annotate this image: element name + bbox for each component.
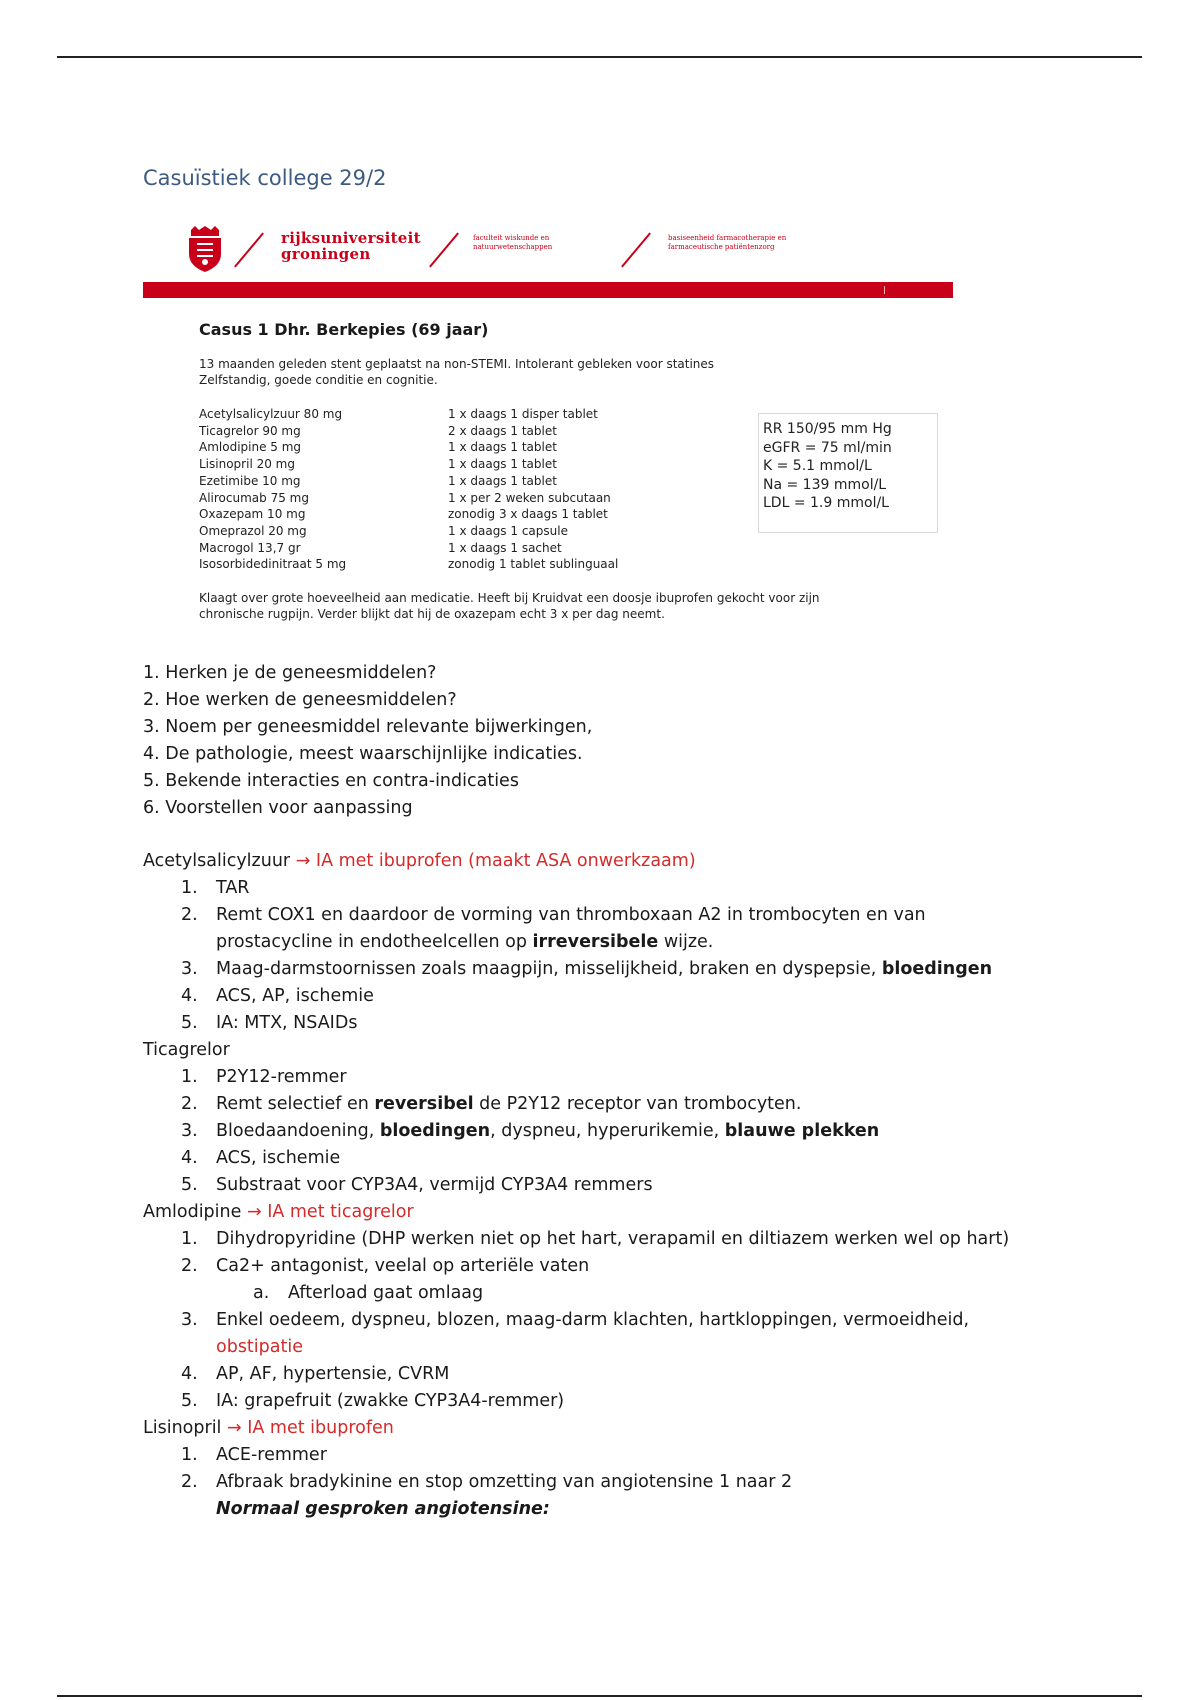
case-title: Casus 1 Dhr. Berkepies (69 jaar) [199, 320, 489, 339]
medication-name: Isosorbidedinitraat 5 mg [199, 557, 347, 572]
medication-name: Ticagrelor 90 mg [199, 423, 301, 438]
question: 2. Hoe werken de geneesmiddelen? [143, 690, 457, 710]
medication-dose: 1 x daags 1 tablet [448, 440, 557, 455]
list-item: 5. IA: MTX, NSAIDs [181, 1013, 358, 1033]
drug-heading-ticagrelor: Ticagrelor [143, 1040, 230, 1060]
medication-name: Alirocumab 75 mg [199, 490, 309, 505]
page-title: Casuïstiek college 29/2 [143, 166, 387, 190]
lab-value: eGFR = 75 ml/min [763, 439, 892, 456]
sub-list-item: a. Afterload gaat omlaag [253, 1283, 484, 1303]
drug-heading-asa: Acetylsalicylzuur → IA met ibuprofen (maakt ASA onwerkzaam) [143, 851, 696, 871]
list-item: 1. TAR [181, 878, 250, 898]
medication-doses [448, 406, 618, 573]
department-label: basiseenheid farmacotherapie en farmaceutische patiëntenzorg [668, 234, 787, 251]
medication-name: Oxazepam 10 mg [199, 507, 306, 522]
interaction-note: → IA met ibuprofen [227, 1418, 394, 1438]
list-item: 4. ACS, ischemie [181, 1148, 341, 1168]
medication-dose: 1 x daags 1 sachet [448, 540, 562, 555]
header-red-bar [143, 282, 953, 298]
list-item: 2. Ca2+ antagonist, veelal op arteriële vaten [181, 1256, 590, 1276]
list-item: 2. Remt COX1 en daardoor de vorming van thromboxaan A2 in trombocyten en van prostacycline in endotheelcellen op irreversibele wijze. [181, 905, 926, 952]
lab-value: LDL = 1.9 mmol/L [763, 495, 889, 511]
top-rule [57, 56, 1142, 58]
sub-heading: Normaal gesproken angiotensine: [216, 1499, 550, 1519]
university-header [143, 220, 953, 282]
drug-heading-lisinopril: Lisinopril → IA met ibuprofen [143, 1418, 394, 1438]
question: 3. Noem per geneesmiddel relevante bijwerkingen, [143, 717, 593, 737]
list-item: 1. P2Y12-remmer [181, 1067, 347, 1087]
lab-value: Na = 139 mmol/L [763, 476, 887, 493]
question: 1. Herken je de geneesmiddelen? [143, 663, 437, 683]
medication-dose: 2 x daags 1 tablet [448, 423, 557, 438]
medication-dose: 1 x daags 1 tablet [448, 457, 557, 472]
list-item: 5. Substraat voor CYP3A4, vermijd CYP3A4 remmers [181, 1175, 653, 1195]
drug-heading-amlodipine: Amlodipine → IA met ticagrelor [143, 1202, 414, 1222]
medication-name: Omeprazol 20 mg [199, 523, 307, 538]
medication-dose: 1 x daags 1 capsule [448, 523, 568, 538]
list-item: 2. Remt selectief en reversibel de P2Y12 receptor van trombocyten. [181, 1094, 802, 1114]
question: 6. Voorstellen voor aanpassing [143, 798, 413, 818]
question: 4. De pathologie, meest waarschijnlijke indicaties. [143, 744, 583, 764]
list-item: 3. Enkel oedeem, dyspneu, blozen, maag-darm klachten, hartkloppingen, vermoeidheid, obstipatie [181, 1310, 970, 1357]
case-image [143, 220, 953, 632]
medication-name: Acetylsalicylzuur 80 mg [199, 407, 343, 421]
medication-dose: zonodig 3 x daags 1 tablet [448, 507, 608, 522]
list-item: 2. Afbraak bradykinine en stop omzetting van angiotensine 1 naar 2 [181, 1472, 793, 1492]
lab-value: K = 5.1 mmol/L [763, 458, 872, 474]
list-item: 1. ACE-remmer [181, 1445, 327, 1465]
case-intro: 13 maanden geleden stent geplaatst na non-STEMI. Intolerant gebleken voor statines Zelfstandig, goede conditie en cognitie. [199, 357, 715, 387]
medication-names [199, 406, 346, 573]
university-name: rijksuniversiteit groningen [281, 229, 421, 263]
medication-name: Lisinopril 20 mg [199, 457, 295, 472]
medication-dose: 1 x daags 1 disper tablet [448, 407, 598, 421]
list-item: 4. ACS, AP, ischemie [181, 986, 374, 1006]
medication-dose: zonodig 1 tablet sublinguaal [448, 557, 619, 572]
list-item: 5. IA: grapefruit (zwakke CYP3A4-remmer) [181, 1391, 565, 1411]
medication-name: Ezetimibe 10 mg [199, 473, 301, 488]
list-item: 4. AP, AF, hypertensie, CVRM [181, 1364, 450, 1384]
divider-slash [234, 233, 264, 268]
medication-name: Amlodipine 5 mg [199, 440, 302, 455]
bottom-rule [57, 1695, 1142, 1697]
medication-name: Macrogol 13,7 gr [199, 540, 301, 555]
interaction-note: → IA met ibuprofen (maakt ASA onwerkzaam) [295, 851, 696, 871]
list-item: 3. Bloedaandoening, bloedingen, dyspneu, hyperurikemie, blauwe plekken [181, 1121, 880, 1141]
faculty-label: faculteit wiskunde en natuurwetenschappen [473, 234, 553, 251]
medication-dose: 1 x daags 1 tablet [448, 473, 557, 488]
lab-value: RR 150/95 mm Hg [763, 421, 892, 437]
divider-slash [621, 233, 651, 268]
list-item: 3. Maag-darmstoornissen zoals maagpijn, misselijkheid, braken en dyspepsie, bloedingen [181, 959, 993, 979]
list-item: 1. Dihydropyridine (DHP werken niet op het hart, verapamil en diltiazem werken wel op hart) [181, 1229, 1010, 1249]
question: 5. Bekende interacties en contra-indicaties [143, 771, 519, 791]
university-crest-icon [185, 226, 225, 272]
document-body [143, 660, 1063, 1523]
interaction-note: → IA met ticagrelor [246, 1202, 414, 1222]
medication-dose: 1 x per 2 weken subcutaan [448, 490, 611, 505]
lab-values-box [758, 413, 938, 533]
case-complaint: Klaagt over grote hoeveelheid aan medicatie. Heeft bij Kruidvat een doosje ibuprofen gekocht voor zijn chronische rugpijn. Verder blijkt dat hij de oxazepam echt 3 x per dag neemt. [199, 591, 820, 621]
divider-slash [429, 233, 459, 268]
